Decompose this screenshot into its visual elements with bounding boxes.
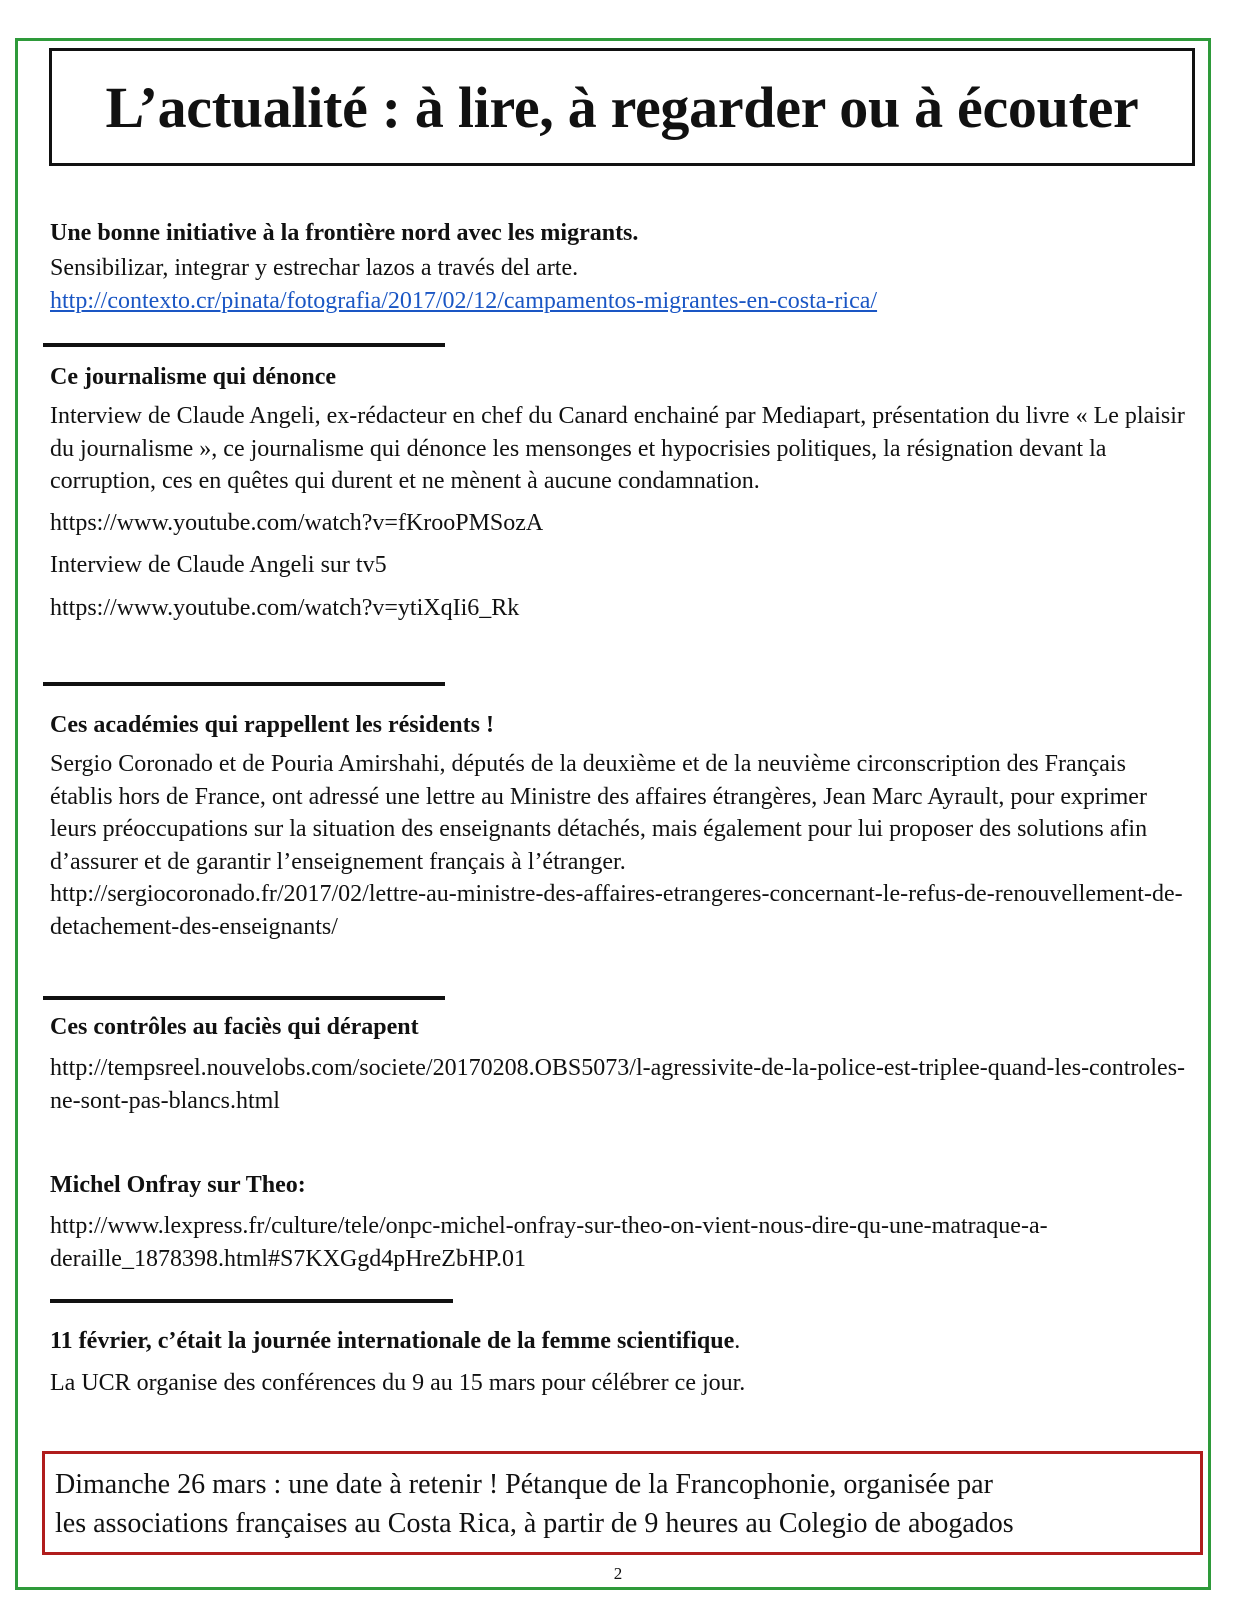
event-line: les associations françaises au Costa Rica, à partir de 9 heures au Colegio de abogados	[55, 1508, 1014, 1539]
section-heading: Michel Onfray sur Theo:	[50, 1172, 306, 1198]
section-heading: Ces académies qui rappellent les résidents !	[50, 712, 494, 738]
section-onfray	[50, 1170, 1190, 1275]
article-url[interactable]: http://sergiocoronado.fr/2017/02/lettre-au-ministre-des-affaires-etrangeres-concernant-le-refus-de-renouvellement-de-detachement-des-enseignants/	[50, 881, 1183, 940]
section-migrants	[50, 218, 1190, 317]
section-text: Interview de Claude Angeli sur tv5	[50, 552, 387, 578]
section-text: Sergio Coronado et de Pouria Amirshahi, députés de la deuxième et de la neuvième circonscription des Français établis hors de France, ont adressé une lettre au Ministre des affaires étrangères, Jean Marc Ayrault, pour exprimer leurs préoccupations sur la situation des enseignants détachés, mais également pour lui proposer des solutions afin d’assurer et de garantir l’enseignement français à l’étranger.	[50, 751, 1148, 875]
section-academies	[50, 710, 1190, 943]
article-url[interactable]: http://tempsreel.nouvelobs.com/societe/20170208.OBS5073/l-agressivite-de-la-police-est-triplee-quand-les-controles-ne-sont-pas-blancs.html	[50, 1055, 1186, 1114]
page-title: L’actualité : à lire, à regarder ou à écouter	[105, 74, 1139, 140]
section-divider	[50, 1299, 453, 1303]
section-divider	[43, 996, 445, 1000]
section-heading: Une bonne initiative à la frontière nord avec les migrants.	[50, 220, 639, 246]
event-line: Dimanche 26 mars : une date à retenir ! Pétanque de la Francophonie, organisée par	[55, 1469, 993, 1500]
article-link[interactable]: http://contexto.cr/pinata/fotografia/2017/02/12/campamentos-migrantes-en-costa-rica/	[50, 287, 878, 314]
section-divider	[43, 343, 445, 347]
section-divider	[43, 682, 445, 686]
section-text: La UCR organise des conférences du 9 au 15 mars pour célébrer ce jour.	[50, 1370, 746, 1396]
article-url[interactable]: http://www.lexpress.fr/culture/tele/onpc-michel-onfray-sur-theo-on-vient-nous-dire-qu-une-matraque-a-deraille_1878398.html#S7KXGgd4pHreZbHP.01	[50, 1213, 1048, 1272]
section-heading	[50, 1326, 1190, 1356]
heading-suffix: .	[734, 1328, 741, 1354]
section-femme-scientifique	[50, 1326, 1190, 1400]
video-url[interactable]: https://www.youtube.com/watch?v=fKrooPMSozA	[50, 509, 544, 536]
video-url[interactable]: https://www.youtube.com/watch?v=ytiXqIi6_Rk	[50, 594, 520, 621]
section-heading-text: 11 février, c’était la journée internationale de la femme scientifique	[50, 1328, 735, 1354]
section-heading: Ces contrôles au faciès qui dérapent	[50, 1014, 419, 1040]
section-heading: Ce journalisme qui dénonce	[50, 364, 337, 390]
page-number: 2	[613, 1564, 623, 1583]
event-announcement	[42, 1451, 1203, 1555]
section-text: Interview de Claude Angeli, ex-rédacteur en chef du Canard enchainé par Mediapart, présentation du livre « Le plaisir du journalisme », ce journalisme qui dénonce les mensonges et hypocrisies politiques, la résignation devant la corruption, ces en quêtes qui durent et ne mènent à aucune condamnation.	[50, 403, 1185, 494]
title-box	[49, 48, 1195, 166]
section-controles	[50, 1012, 1190, 1117]
section-journalisme	[50, 362, 1190, 624]
section-text: Sensibilizar, integrar y estrechar lazos a través del arte.	[50, 255, 579, 281]
